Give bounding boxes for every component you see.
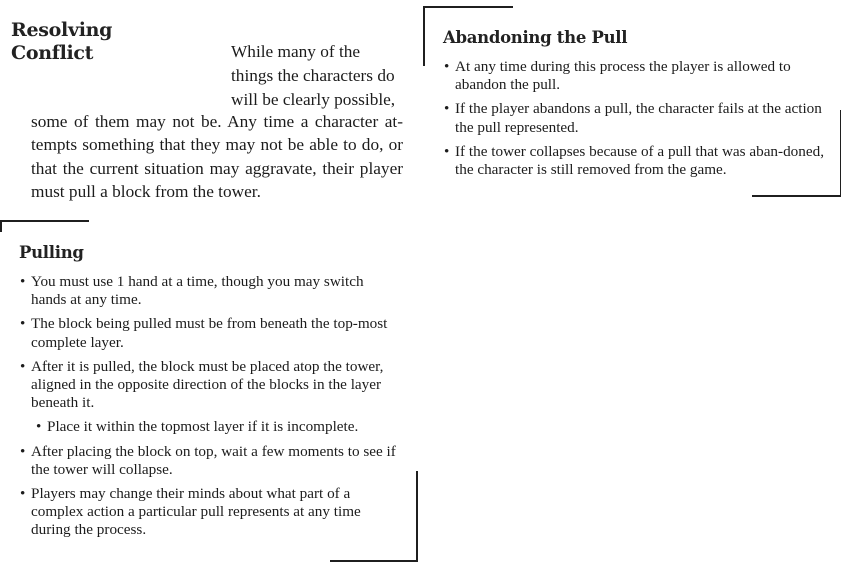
pulling-subitem: • Place it within the topmost layer if it is incomplete. <box>36 418 400 436</box>
pulling-item: • You must use 1 hand at a time, though you may switch hands at any time. <box>20 273 400 309</box>
intro-line: things the characters do <box>231 66 395 85</box>
resolving-conflict-title-line-2: Conflict <box>11 42 94 64</box>
intro-line: While many of the <box>231 42 361 61</box>
pulling-item: • After placing the block on top, wait a few moments to see if the tower will collapse. <box>20 443 400 479</box>
abandoning-list <box>444 58 824 179</box>
pulling-bottom-rule-vertical <box>416 471 418 561</box>
pulling-bottom-rule-horizontal <box>330 560 418 562</box>
pulling-title: Pulling <box>19 243 84 262</box>
abandoning-corner-rule-vertical <box>423 6 425 66</box>
abandoning-bottom-rule-horizontal <box>752 195 841 197</box>
pulling-item: • The block being pulled must be from beneath the top-most complete layer. <box>20 315 400 351</box>
pulling-corner-rule-horizontal <box>0 220 89 222</box>
pulling-item: • Players may change their minds about what part of a complex action a particular pull represents at any time during the process. <box>20 485 400 540</box>
abandoning-item: • At any time during this process the player is allowed to abandon the pull. <box>444 58 824 94</box>
pulling-corner-rule-vertical <box>0 220 2 232</box>
intro-line: will be clearly possible, <box>231 90 396 109</box>
abandoning-corner-rule-horizontal <box>423 6 513 8</box>
pulling-item: • After it is pulled, the block must be placed atop the tower, aligned in the opposite direction of the blocks in the layer beneath it. <box>20 358 400 413</box>
resolving-conflict-title-line-1: Resolving <box>11 19 113 41</box>
abandoning-item: • If the player abandons a pull, the character fails at the action the pull represented. <box>444 100 824 136</box>
abandoning-title: Abandoning the Pull <box>443 28 628 47</box>
resolving-conflict-paragraph: some of them may not be. Any time a character at-tempts something that they may not be able to do, or that the current situation may aggravate, their player must pull a block from the tower. <box>31 112 403 201</box>
pulling-list <box>20 273 400 540</box>
abandoning-item: • If the tower collapses because of a pull that was aban-doned, the character is still removed from the game. <box>444 143 824 179</box>
